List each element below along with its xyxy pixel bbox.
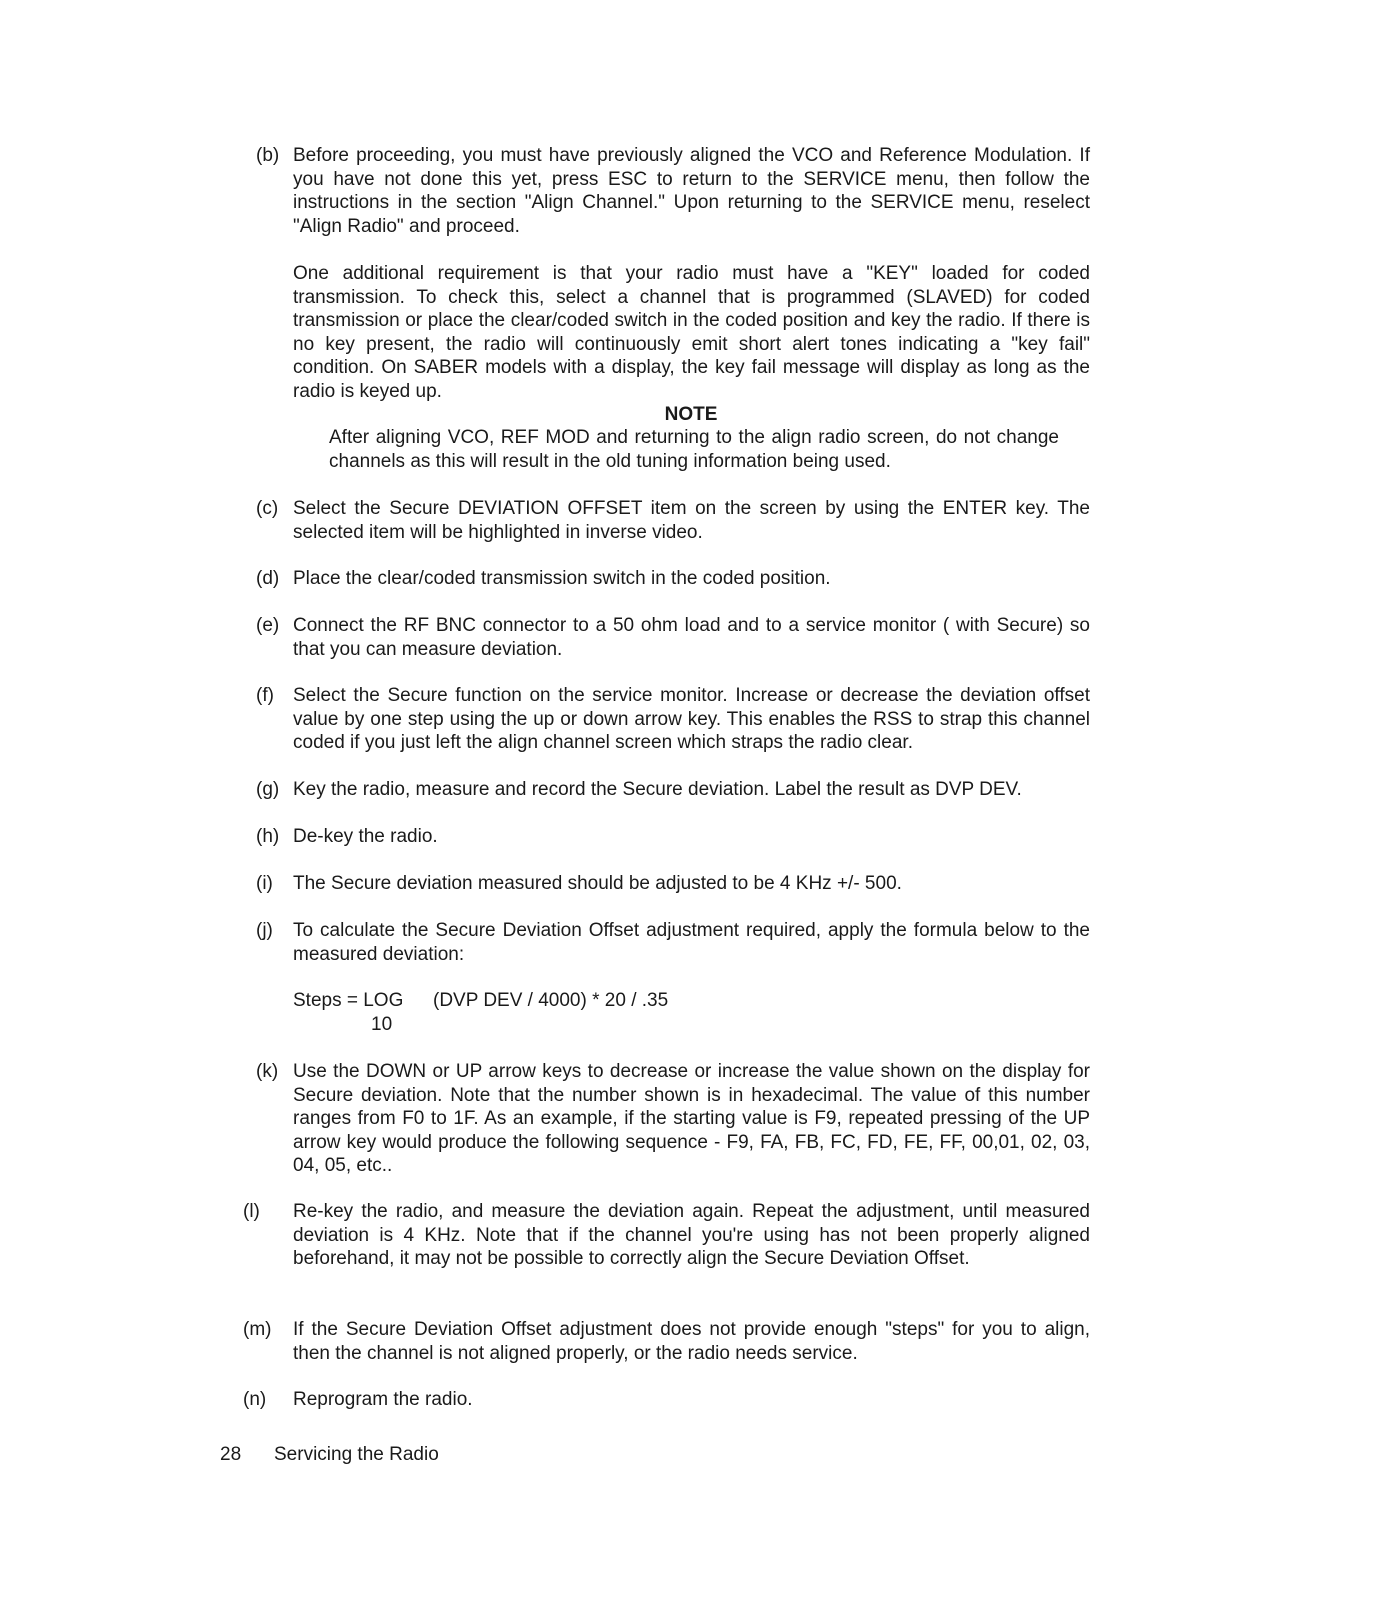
- item-label: (h): [256, 826, 280, 847]
- section-title: Servicing the Radio: [274, 1444, 439, 1465]
- item-label: (m): [243, 1319, 272, 1340]
- item-text: Before proceeding, you must have previously aligned the VCO and Reference Modulation. If you have not done this yet, press ESC to return to the SERVICE menu, then follow the instructions in the section "Align Channel." Upon returning to the SERVICE menu, reselect "Align Radio" and proceed.: [293, 145, 1090, 237]
- item-text: To calculate the Secure Deviation Offset adjustment required, apply the formula below to the measured deviation:: [293, 920, 1090, 965]
- item-label: (b): [256, 145, 280, 166]
- item-text: If the Secure Deviation Offset adjustment does not provide enough "steps" for you to align, then the channel is not aligned properly, or the radio needs service.: [293, 1319, 1090, 1364]
- item-text: Select the Secure DEVIATION OFFSET item on the screen by using the ENTER key. The selected item will be highlighted in inverse video.: [293, 498, 1090, 543]
- item-label: (d): [256, 568, 280, 589]
- item-text: Place the clear/coded transmission switch in the coded position.: [293, 568, 831, 589]
- item-text: One additional requirement is that your radio must have a "KEY" loaded for coded transmission. To check this, select a channel that is programmed (SLAVED) for coded transmission or place the clear/coded switch in the coded position and key the radio. If there is no key present, the radio will continuously emit short alert tones indicating a "key fail" condition. On SABER models with a display, the key fail message will display as long as the radio is keyed up.: [293, 263, 1090, 402]
- formula-lhs: Steps = LOG: [293, 990, 404, 1011]
- item-text: De-key the radio.: [293, 826, 438, 847]
- item-label: (c): [256, 498, 279, 519]
- steps-formula: [293, 989, 669, 1035]
- item-text: The Secure deviation measured should be adjusted to be 4 KHz +/- 500.: [293, 873, 902, 894]
- item-text: Key the radio, measure and record the Secure deviation. Label the result as DVP DEV.: [293, 779, 1022, 800]
- item-text: Use the DOWN or UP arrow keys to decrease or increase the value shown on the display for Secure deviation. Note that the number shown is in hexadecimal. The value of this number ranges from F0 to 1F. As an example, if the starting value is F9, repeated pressing of the UP arrow key would produce the following sequence - F9, FA, FB, FC, FD, FE, FF, 00,01, 02, 03, 04, 05, etc..: [293, 1061, 1090, 1176]
- item-label: (e): [256, 615, 280, 636]
- item-label: (i): [256, 873, 273, 894]
- note-heading: NOTE: [664, 404, 718, 425]
- note-text: After aligning VCO, REF MOD and returning to the align radio screen, do not change channels as this will result in the old tuning information being used.: [329, 427, 1059, 472]
- page-number: 28: [220, 1444, 242, 1465]
- item-text: Connect the RF BNC connector to a 50 ohm load and to a service monitor ( with Secure) so that you can measure deviation.: [293, 615, 1090, 660]
- item-text: Reprogram the radio.: [293, 1389, 473, 1410]
- item-label: (n): [243, 1389, 267, 1410]
- item-label: (l): [243, 1201, 260, 1222]
- item-label: (j): [256, 920, 273, 941]
- formula-log-base: 10: [371, 1013, 393, 1035]
- item-text: Select the Secure function on the service monitor. Increase or decrease the deviation offset value by one step using the up or down arrow key. This enables the RSS to strap this channel coded if you just left the align channel screen which straps the radio clear.: [293, 685, 1090, 753]
- item-label: (g): [256, 779, 280, 800]
- item-label: (k): [256, 1061, 279, 1082]
- item-label: (f): [256, 685, 274, 706]
- formula-expression: (DVP DEV / 4000) * 20 / .35: [433, 990, 669, 1011]
- item-text: Re-key the radio, and measure the deviation again. Repeat the adjustment, until measured deviation is 4 KHz. Note that if the channel you're using has not been properly aligned beforehand, it may not be possible to correctly align the Secure Deviation Offset.: [293, 1201, 1090, 1269]
